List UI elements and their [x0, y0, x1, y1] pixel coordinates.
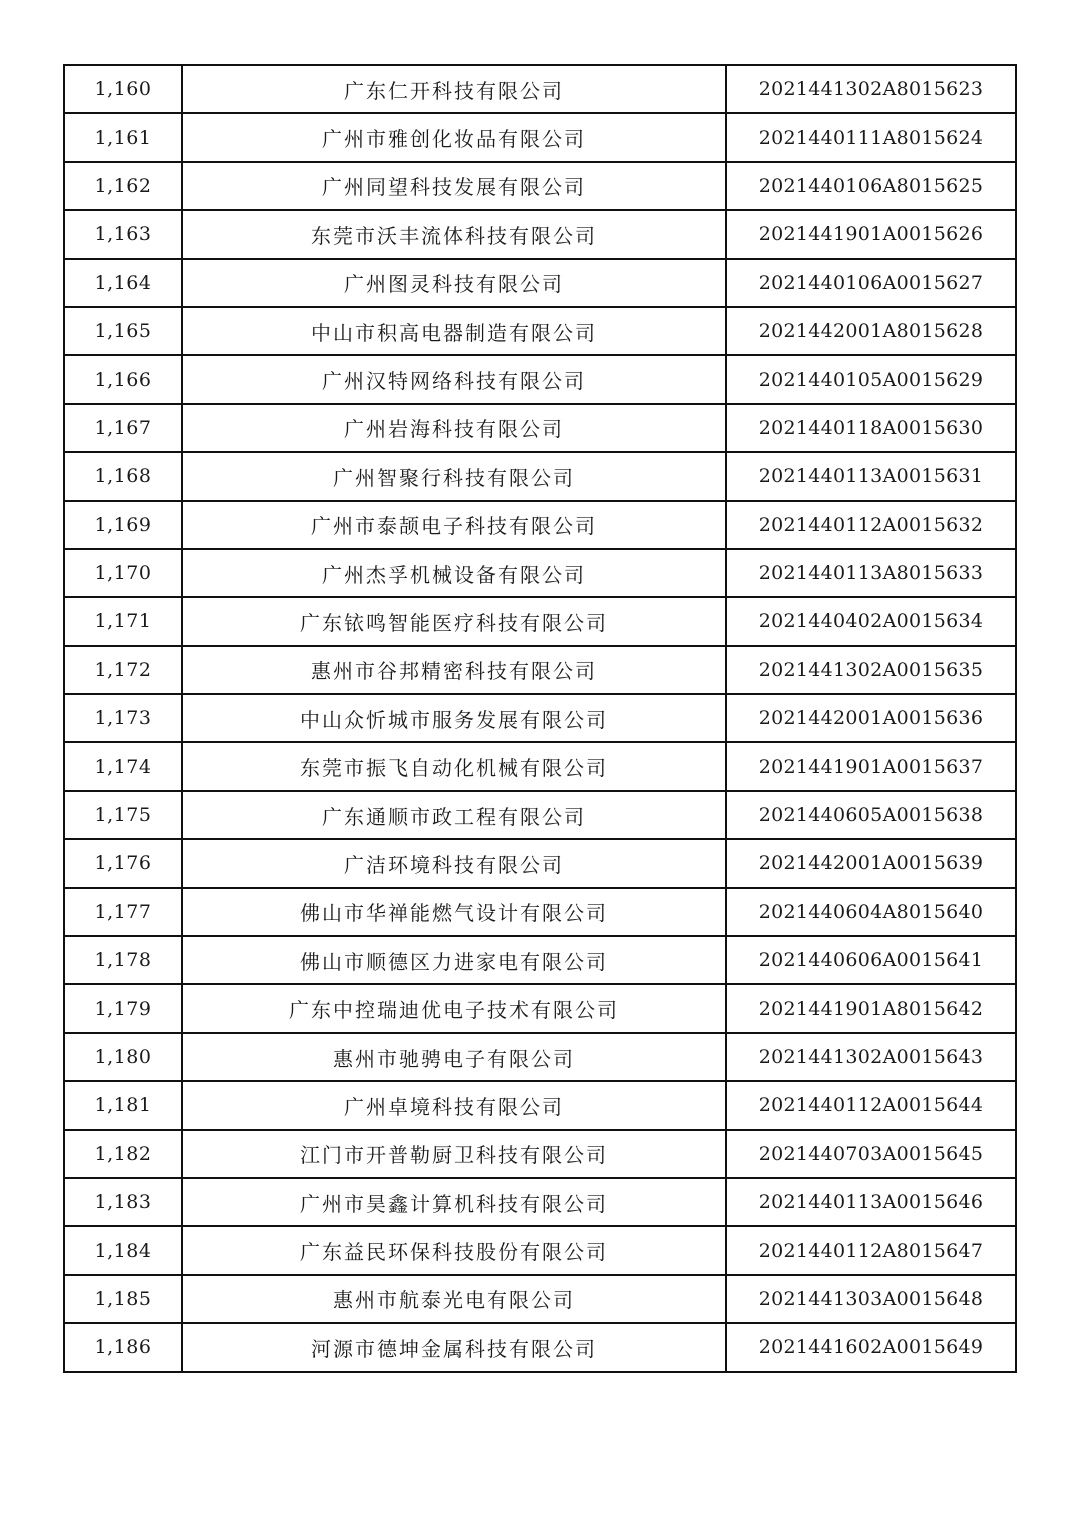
company-name-cell: 广州汉特网络科技有限公司 [182, 355, 726, 403]
registration-code-cell: 2021440703A0015645 [726, 1130, 1016, 1178]
row-number-cell: 1,180 [64, 1033, 182, 1081]
row-number-cell: 1,170 [64, 549, 182, 597]
table-row [64, 1178, 1016, 1226]
registration-code-cell: 2021440113A8015633 [726, 549, 1016, 597]
registration-code-cell: 2021442001A0015639 [726, 839, 1016, 887]
company-name-cell: 广州市泰颉电子科技有限公司 [182, 501, 726, 549]
table-row [64, 210, 1016, 258]
company-name-cell: 广州市雅创化妆品有限公司 [182, 113, 726, 161]
registration-code-cell: 2021440105A0015629 [726, 355, 1016, 403]
company-name-cell: 中山众忻城市服务发展有限公司 [182, 694, 726, 742]
registration-code-cell: 2021440111A8015624 [726, 113, 1016, 161]
table-row [64, 113, 1016, 161]
company-name-cell: 佛山市华禅能燃气设计有限公司 [182, 888, 726, 936]
company-name-cell: 广东益民环保科技股份有限公司 [182, 1226, 726, 1274]
registration-code-cell: 2021440112A0015632 [726, 501, 1016, 549]
table-row [64, 162, 1016, 210]
company-name-cell: 广东中控瑞迪优电子技术有限公司 [182, 984, 726, 1032]
registration-code-cell: 2021440106A8015625 [726, 162, 1016, 210]
row-number-cell: 1,178 [64, 936, 182, 984]
row-number-cell: 1,173 [64, 694, 182, 742]
registration-code-cell: 2021441302A8015623 [726, 65, 1016, 113]
company-name-cell: 广州图灵科技有限公司 [182, 259, 726, 307]
table-row [64, 597, 1016, 645]
registration-code-cell: 2021441303A0015648 [726, 1275, 1016, 1323]
company-name-cell: 广州智聚行科技有限公司 [182, 452, 726, 500]
row-number-cell: 1,160 [64, 65, 182, 113]
row-number-cell: 1,185 [64, 1275, 182, 1323]
registration-code-cell: 2021440106A0015627 [726, 259, 1016, 307]
company-name-cell: 东莞市沃丰流体科技有限公司 [182, 210, 726, 258]
row-number-cell: 1,174 [64, 742, 182, 790]
table-row [64, 307, 1016, 355]
company-name-cell: 中山市积高电器制造有限公司 [182, 307, 726, 355]
registration-code-cell: 2021441602A0015649 [726, 1323, 1016, 1371]
row-number-cell: 1,165 [64, 307, 182, 355]
company-name-cell: 广洁环境科技有限公司 [182, 839, 726, 887]
table-row [64, 1275, 1016, 1323]
table-row [64, 259, 1016, 307]
row-number-cell: 1,164 [64, 259, 182, 307]
company-name-cell: 广州岩海科技有限公司 [182, 404, 726, 452]
table-row [64, 1130, 1016, 1178]
company-name-cell: 广东通顺市政工程有限公司 [182, 791, 726, 839]
row-number-cell: 1,179 [64, 984, 182, 1032]
company-name-cell: 河源市德坤金属科技有限公司 [182, 1323, 726, 1371]
company-name-cell: 广州同望科技发展有限公司 [182, 162, 726, 210]
table-row [64, 1033, 1016, 1081]
table-row [64, 549, 1016, 597]
document-page [63, 64, 1015, 1373]
table-row [64, 1226, 1016, 1274]
company-name-cell: 惠州市谷邦精密科技有限公司 [182, 646, 726, 694]
row-number-cell: 1,175 [64, 791, 182, 839]
row-number-cell: 1,168 [64, 452, 182, 500]
company-name-cell: 广州杰孚机械设备有限公司 [182, 549, 726, 597]
row-number-cell: 1,177 [64, 888, 182, 936]
registration-code-cell: 2021440112A0015644 [726, 1081, 1016, 1129]
registration-code-cell: 2021441302A0015643 [726, 1033, 1016, 1081]
company-name-cell: 佛山市顺德区力进家电有限公司 [182, 936, 726, 984]
table-row [64, 65, 1016, 113]
company-name-cell: 广东铱鸣智能医疗科技有限公司 [182, 597, 726, 645]
table-body [64, 65, 1016, 1372]
row-number-cell: 1,163 [64, 210, 182, 258]
table-row [64, 1323, 1016, 1371]
company-name-cell: 惠州市航泰光电有限公司 [182, 1275, 726, 1323]
registration-code-cell: 2021440112A8015647 [726, 1226, 1016, 1274]
registration-code-cell: 2021441901A8015642 [726, 984, 1016, 1032]
table-row [64, 694, 1016, 742]
company-name-cell: 东莞市振飞自动化机械有限公司 [182, 742, 726, 790]
registration-code-cell: 2021442001A0015636 [726, 694, 1016, 742]
table-row [64, 452, 1016, 500]
table-row [64, 839, 1016, 887]
registration-code-cell: 2021440118A0015630 [726, 404, 1016, 452]
table-row [64, 355, 1016, 403]
table-row [64, 501, 1016, 549]
row-number-cell: 1,172 [64, 646, 182, 694]
registration-code-cell: 2021442001A8015628 [726, 307, 1016, 355]
registration-code-cell: 2021441901A0015626 [726, 210, 1016, 258]
company-registry-table [63, 64, 1017, 1373]
row-number-cell: 1,181 [64, 1081, 182, 1129]
company-name-cell: 广州卓境科技有限公司 [182, 1081, 726, 1129]
company-name-cell: 广州市昊鑫计算机科技有限公司 [182, 1178, 726, 1226]
registration-code-cell: 2021440402A0015634 [726, 597, 1016, 645]
company-name-cell: 江门市开普勒厨卫科技有限公司 [182, 1130, 726, 1178]
registration-code-cell: 2021441901A0015637 [726, 742, 1016, 790]
table-row [64, 984, 1016, 1032]
row-number-cell: 1,162 [64, 162, 182, 210]
table-row [64, 1081, 1016, 1129]
company-name-cell: 广东仁开科技有限公司 [182, 65, 726, 113]
company-name-cell: 惠州市驰骋电子有限公司 [182, 1033, 726, 1081]
row-number-cell: 1,161 [64, 113, 182, 161]
registration-code-cell: 2021440605A0015638 [726, 791, 1016, 839]
table-row [64, 936, 1016, 984]
registration-code-cell: 2021441302A0015635 [726, 646, 1016, 694]
row-number-cell: 1,169 [64, 501, 182, 549]
table-row [64, 791, 1016, 839]
table-row [64, 742, 1016, 790]
row-number-cell: 1,182 [64, 1130, 182, 1178]
registration-code-cell: 2021440113A0015646 [726, 1178, 1016, 1226]
table-row [64, 888, 1016, 936]
registration-code-cell: 2021440113A0015631 [726, 452, 1016, 500]
table-row [64, 646, 1016, 694]
registration-code-cell: 2021440604A8015640 [726, 888, 1016, 936]
row-number-cell: 1,176 [64, 839, 182, 887]
row-number-cell: 1,183 [64, 1178, 182, 1226]
row-number-cell: 1,171 [64, 597, 182, 645]
registration-code-cell: 2021440606A0015641 [726, 936, 1016, 984]
row-number-cell: 1,184 [64, 1226, 182, 1274]
row-number-cell: 1,166 [64, 355, 182, 403]
row-number-cell: 1,186 [64, 1323, 182, 1371]
table-row [64, 404, 1016, 452]
row-number-cell: 1,167 [64, 404, 182, 452]
